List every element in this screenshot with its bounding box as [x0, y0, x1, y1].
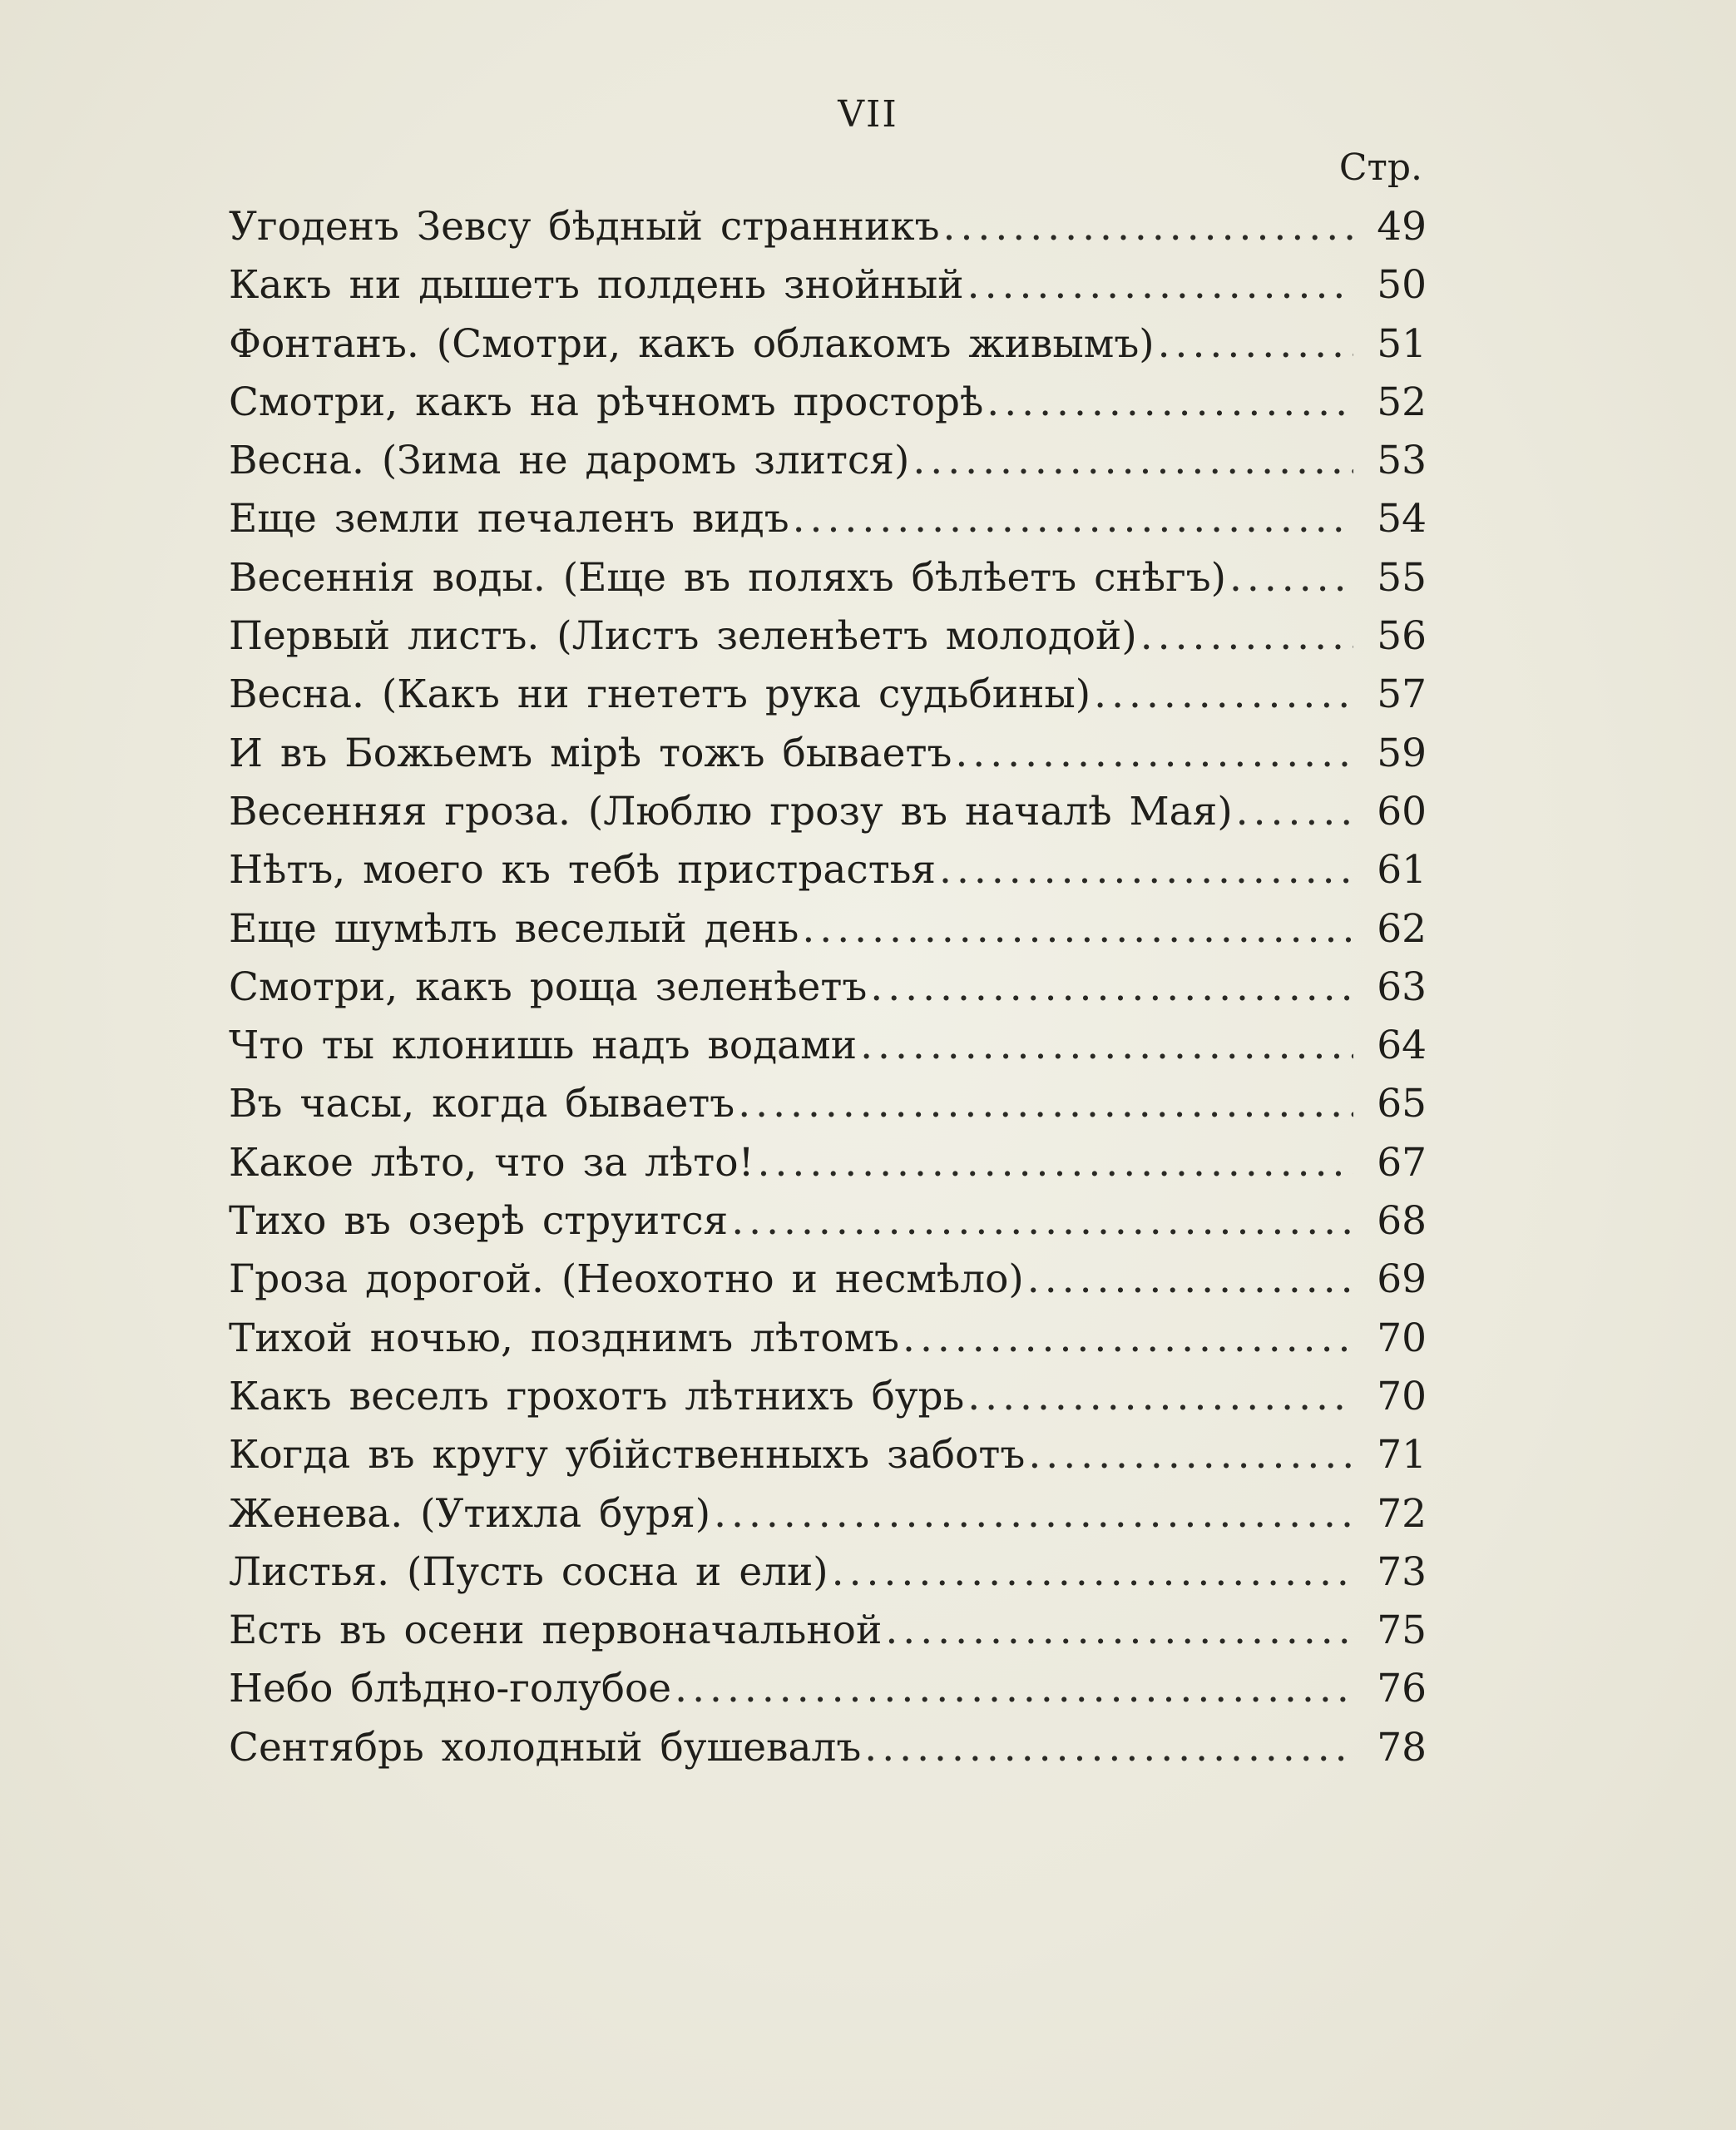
- toc-entry-page: 72: [1377, 1490, 1427, 1537]
- toc-entry-page: 56: [1377, 613, 1427, 660]
- toc-entry-page: 53: [1377, 438, 1427, 484]
- toc-entry-title: Какъ веселъ грохотъ лѣтнихъ бурь: [229, 1373, 965, 1419]
- dot-leader: [987, 374, 1353, 432]
- dot-leader: [758, 1134, 1354, 1192]
- toc-entry-page: 76: [1377, 1666, 1427, 1712]
- toc-entry: [229, 432, 1427, 490]
- dot-leader: [1229, 549, 1353, 607]
- toc-entry: [229, 1543, 1427, 1602]
- toc-entry: [229, 900, 1427, 958]
- toc-entry: [229, 1660, 1427, 1718]
- toc-entry-title: Угоденъ Зевсу бѣдный странникъ: [229, 204, 940, 250]
- toc-entry-page: 64: [1377, 1023, 1427, 1069]
- toc-entry-page: 55: [1377, 554, 1427, 601]
- dot-leader: [967, 1368, 1353, 1426]
- toc-entry: [229, 607, 1427, 666]
- toc-entry-page: 57: [1377, 671, 1427, 718]
- dot-leader: [860, 1017, 1353, 1075]
- toc-entry-title: Еще шумѣлъ веселый день: [229, 905, 799, 952]
- toc-entry: [229, 256, 1427, 315]
- toc-entry-page: 75: [1377, 1607, 1427, 1654]
- dot-leader: [1027, 1251, 1353, 1309]
- toc-entry-page: 52: [1377, 379, 1427, 425]
- dot-leader: [913, 432, 1353, 490]
- dot-leader: [731, 1192, 1353, 1251]
- toc-entry-page: 49: [1377, 204, 1427, 250]
- toc-entry-title: Смотри, какъ на рѣчномъ просторѣ: [229, 379, 984, 425]
- toc-entry: [229, 374, 1427, 432]
- toc-entry: [229, 1017, 1427, 1075]
- toc-entry-title: Сентябрь холодный бушевалъ: [229, 1724, 862, 1771]
- toc-entry-page: 62: [1377, 905, 1427, 952]
- toc-entry-page: 68: [1377, 1198, 1427, 1245]
- toc-entry: [229, 198, 1427, 256]
- toc-entry: [229, 666, 1427, 724]
- toc-entry-page: 70: [1377, 1315, 1427, 1361]
- toc-entry: [229, 1368, 1427, 1426]
- dot-leader: [903, 1310, 1353, 1368]
- toc-entry-title: Весна. (Зима не даромъ злится): [229, 438, 910, 484]
- toc-entry-title: Тихо въ озерѣ струится: [229, 1198, 729, 1245]
- toc-entry-title: Какъ ни дышетъ полдень знойный: [229, 262, 964, 309]
- toc-entry-title: Когда въ кругу убійственныхъ заботъ: [229, 1432, 1026, 1479]
- dot-leader: [1140, 607, 1353, 666]
- toc-entry-page: 63: [1377, 963, 1427, 1010]
- dot-leader: [885, 1602, 1353, 1660]
- toc-entry-page: 70: [1377, 1373, 1427, 1419]
- dot-leader: [955, 725, 1353, 783]
- toc-entry-title: Женева. (Утихла буря): [229, 1490, 711, 1537]
- page-number: VII: [838, 93, 898, 136]
- toc-entry-page: 65: [1377, 1081, 1427, 1127]
- toc-entry-page: 61: [1377, 847, 1427, 894]
- toc-entry-title: Какое лѣто, что за лѣто!: [229, 1139, 754, 1186]
- toc-entry: [229, 315, 1427, 374]
- toc-entry: [229, 1251, 1427, 1309]
- toc-entry: [229, 1485, 1427, 1543]
- toc-entry-page: 69: [1377, 1256, 1427, 1303]
- toc-entry-title: Нѣтъ, моего къ тебѣ пристрастья: [229, 847, 936, 894]
- toc-entry-page: 50: [1377, 262, 1427, 309]
- dot-leader: [939, 841, 1353, 899]
- toc-entry: [229, 783, 1427, 841]
- toc-entry-title: Еще земли печаленъ видъ: [229, 496, 789, 542]
- dot-leader: [870, 958, 1353, 1017]
- toc-entry: [229, 1192, 1427, 1251]
- toc-entry-title: Листья. (Пусть сосна и ели): [229, 1548, 828, 1595]
- toc-entry-title: И въ Божьемъ мірѣ тожъ бываетъ: [229, 730, 952, 776]
- dot-leader: [864, 1719, 1353, 1777]
- dot-leader: [832, 1543, 1353, 1602]
- toc-entry: [229, 1075, 1427, 1133]
- toc-entry-page: 54: [1377, 496, 1427, 542]
- toc-entry: [229, 1310, 1427, 1368]
- toc-entry-title: Первый листъ. (Листъ зеленѣетъ молодой): [229, 613, 1137, 660]
- toc-entry: [229, 1602, 1427, 1660]
- dot-leader: [675, 1660, 1353, 1718]
- toc-entry-page: 59: [1377, 730, 1427, 776]
- toc-entry: [229, 549, 1427, 607]
- toc-entry-title: Весеннія воды. (Еще въ поляхъ бѣлѣетъ снѣгъ): [229, 554, 1226, 601]
- dot-leader: [793, 490, 1353, 548]
- toc-entry-title: Смотри, какъ роща зеленѣетъ: [229, 963, 868, 1010]
- toc-entry-title: Что ты клонишь надъ водами: [229, 1023, 858, 1069]
- toc-entry: [229, 725, 1427, 783]
- toc-entry-page: 73: [1377, 1548, 1427, 1595]
- toc-entry: [229, 958, 1427, 1017]
- dot-leader: [738, 1075, 1353, 1133]
- dot-leader: [714, 1485, 1353, 1543]
- toc-entry-title: Весна. (Какъ ни гнететъ рука судьбины): [229, 671, 1091, 718]
- toc-entry: [229, 1719, 1427, 1777]
- dot-leader: [802, 900, 1353, 958]
- toc-entry-page: 51: [1377, 320, 1427, 367]
- toc-entry-title: Въ часы, когда бываетъ: [229, 1081, 735, 1127]
- table-of-contents: [229, 198, 1427, 1777]
- toc-entry: [229, 1134, 1427, 1192]
- toc-entry-title: Тихой ночью, позднимъ лѣтомъ: [229, 1315, 900, 1361]
- toc-entry-title: Есть въ осени первоначальной: [229, 1607, 883, 1654]
- toc-entry-page: 60: [1377, 788, 1427, 835]
- page-column-header: Стр.: [1338, 146, 1422, 189]
- toc-entry-title: Небо блѣдно-голубое: [229, 1666, 672, 1712]
- toc-entry-title: Весенняя гроза. (Люблю грозу въ началѣ Мая): [229, 788, 1233, 835]
- toc-entry-page: 67: [1377, 1139, 1427, 1186]
- toc-entry-title: Фонтанъ. (Смотри, какъ облакомъ живымъ): [229, 320, 1155, 367]
- toc-entry: [229, 490, 1427, 548]
- toc-entry: [229, 1426, 1427, 1484]
- toc-entry-title: Гроза дорогой. (Неохотно и несмѣло): [229, 1256, 1024, 1303]
- dot-leader: [967, 256, 1353, 315]
- dot-leader: [1158, 315, 1353, 374]
- dot-leader: [1236, 783, 1353, 841]
- dot-leader: [1094, 666, 1353, 724]
- toc-entry: [229, 841, 1427, 899]
- dot-leader: [1028, 1426, 1353, 1484]
- toc-entry-page: 71: [1377, 1432, 1427, 1479]
- dot-leader: [943, 198, 1353, 256]
- toc-entry-page: 78: [1377, 1724, 1427, 1771]
